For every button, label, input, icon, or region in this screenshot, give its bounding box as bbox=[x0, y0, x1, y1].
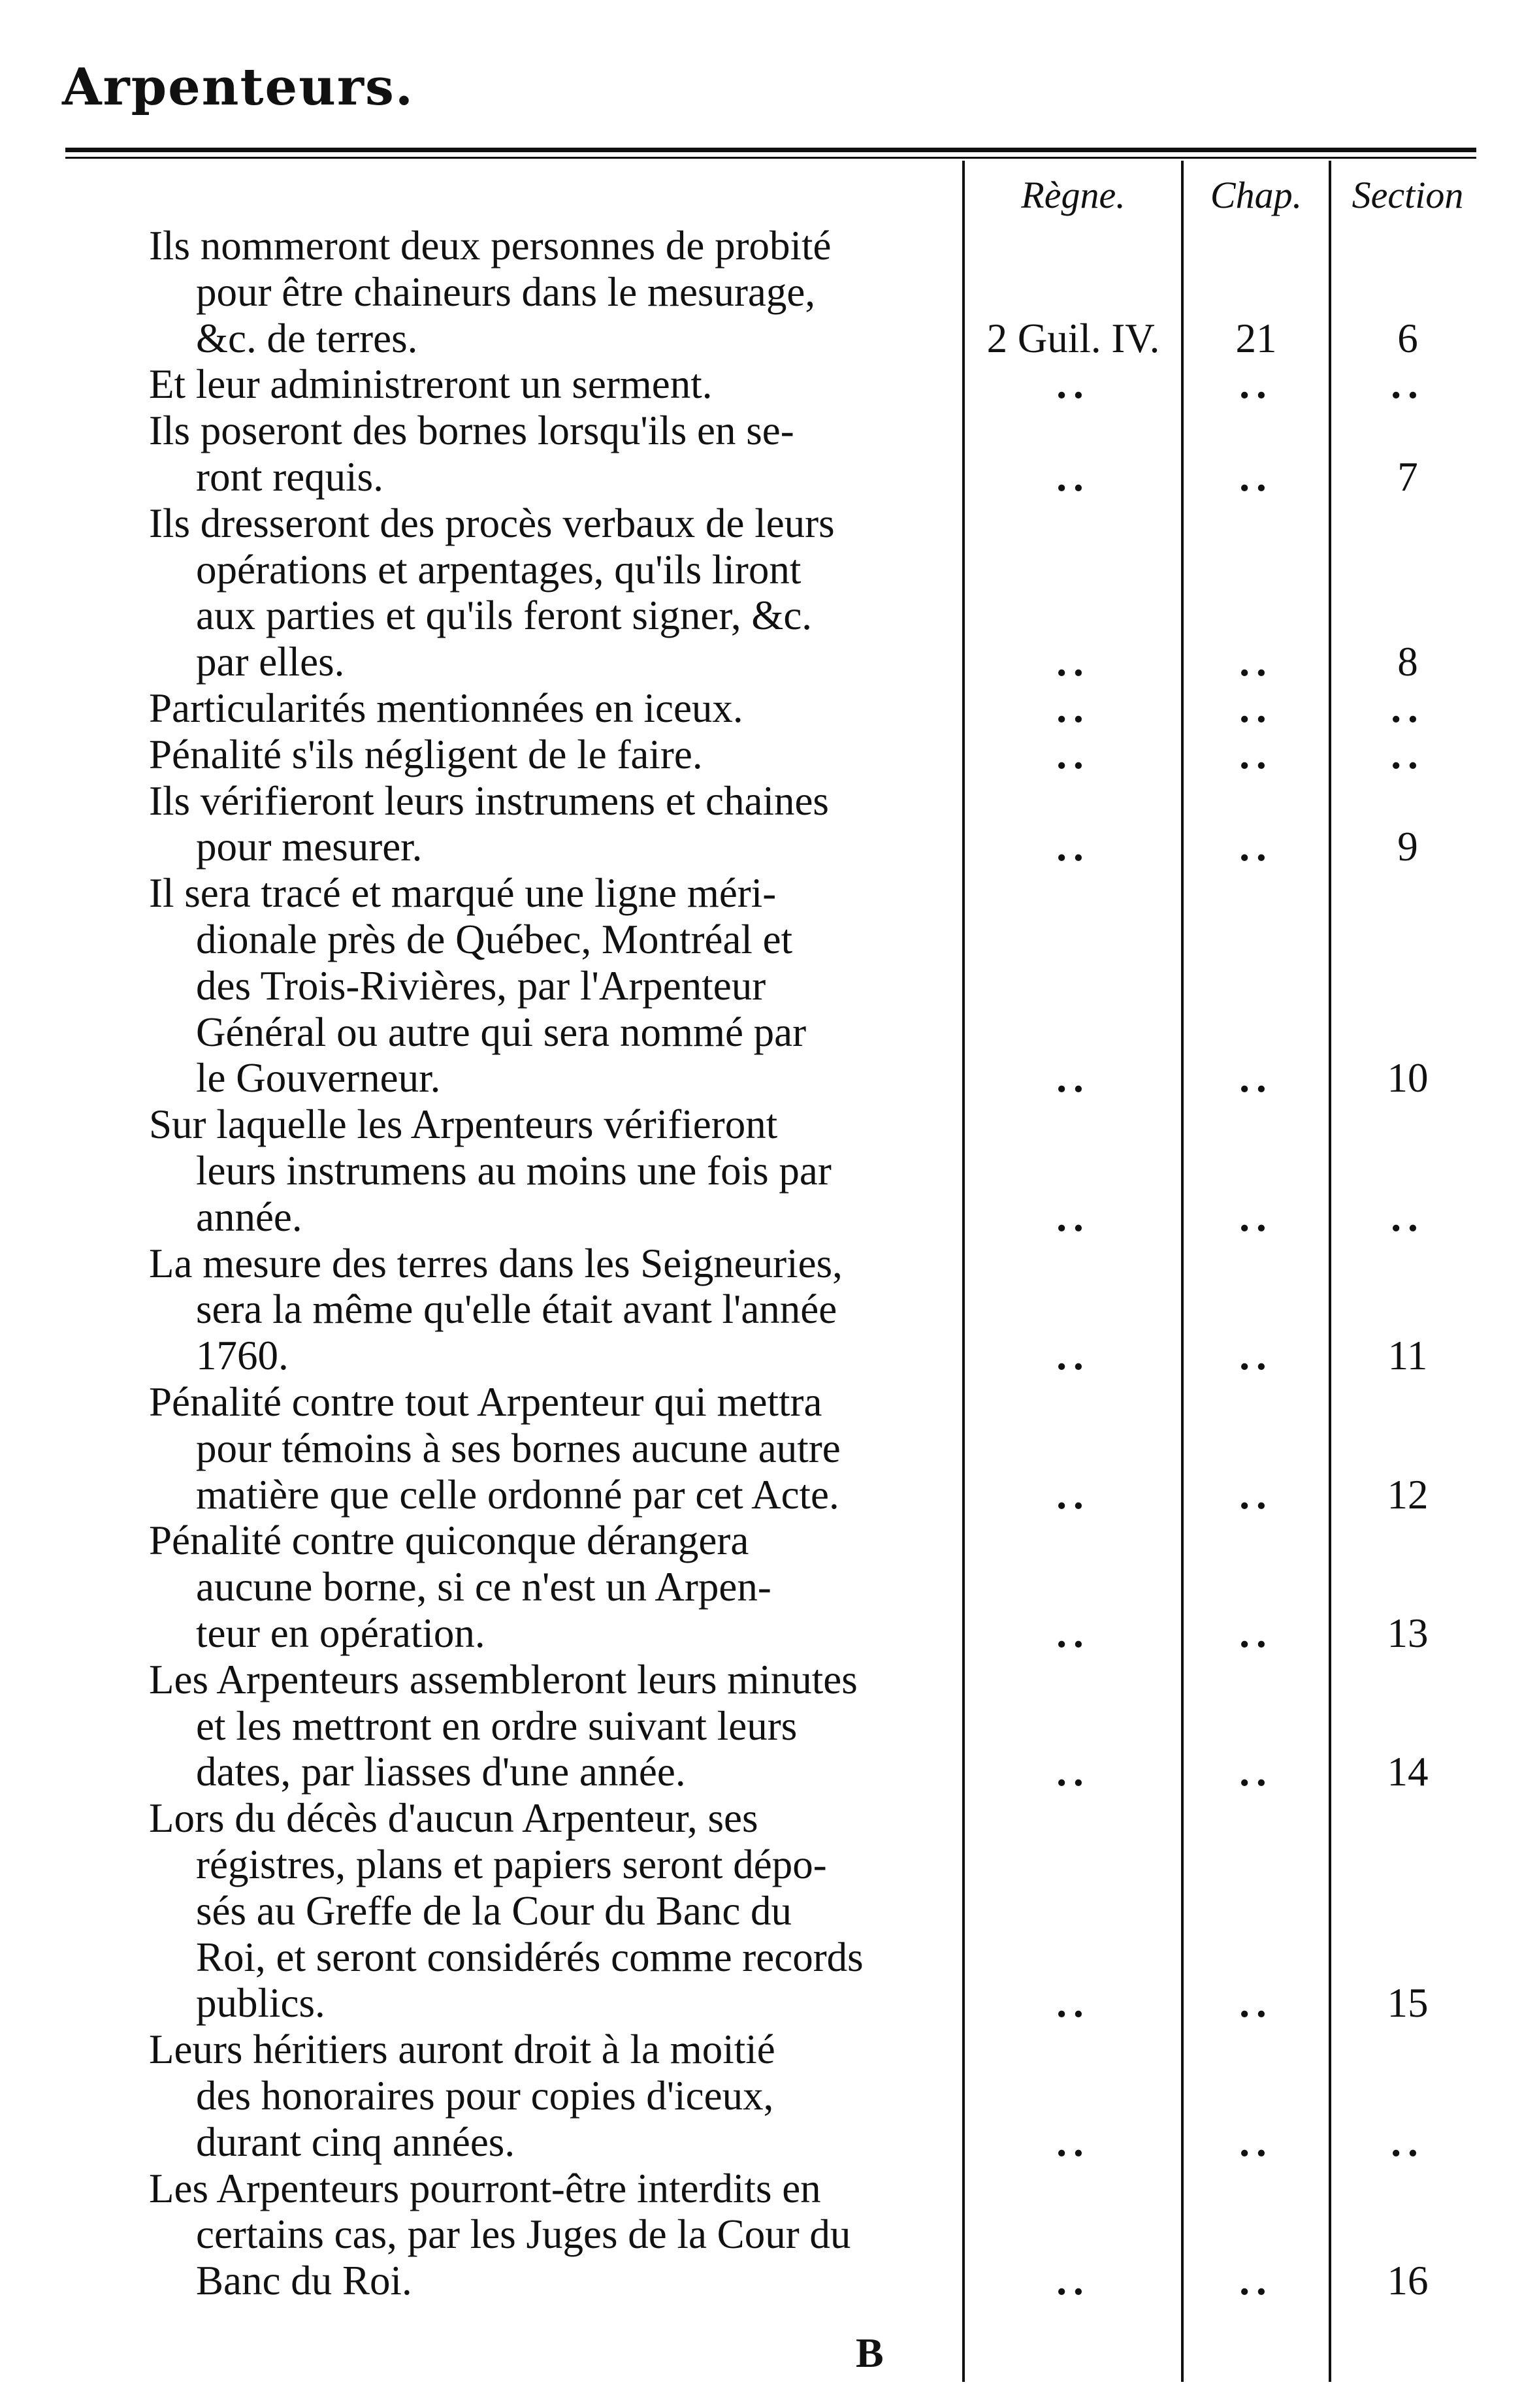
entry-text-line: des Trois-Rivières, par l'Arpenteur bbox=[196, 963, 766, 1009]
entry-text-first-line: Les Arpenteurs assembleront leurs minutes bbox=[149, 1657, 858, 1702]
entry-text-line: régistres, plans et papiers seront dépo- bbox=[196, 1842, 827, 1887]
column-divider-section bbox=[1329, 161, 1331, 2382]
entry-text-line: teur en opération. bbox=[196, 1610, 485, 1656]
entry-text-line: dionale près de Québec, Montréal et bbox=[196, 917, 793, 962]
chap-cell: .. bbox=[1239, 732, 1273, 777]
header-rule-thin bbox=[65, 157, 1476, 159]
section-cell: 16 bbox=[1387, 2258, 1429, 2303]
chap-cell: .. bbox=[1239, 454, 1273, 500]
entry-text-first-line: Pénalité contre quiconque dérangera bbox=[149, 1518, 749, 1563]
entry-text-first-line: Ils poseront des bornes lorsqu'ils en se- bbox=[149, 408, 794, 453]
chap-cell: .. bbox=[1239, 1194, 1273, 1240]
chap-cell: .. bbox=[1239, 1472, 1273, 1518]
regne-cell: .. bbox=[1056, 1472, 1090, 1518]
chap-cell: .. bbox=[1239, 685, 1273, 731]
section-cell: 9 bbox=[1397, 824, 1418, 870]
entry-text-first-line: Particularités mentionnées en iceux. bbox=[149, 685, 743, 731]
entry-text-first-line: Ils nommeront deux personnes de probité bbox=[149, 223, 832, 268]
section-cell: 6 bbox=[1397, 316, 1418, 361]
regne-cell: .. bbox=[1056, 361, 1090, 407]
entry-text-first-line: Pénalité s'ils négligent de le faire. bbox=[149, 732, 703, 777]
entry-text-line: par elles. bbox=[196, 639, 345, 685]
chap-cell: .. bbox=[1239, 1055, 1273, 1101]
section-cell: 12 bbox=[1387, 1472, 1429, 1518]
section-cell: 14 bbox=[1387, 1749, 1429, 1795]
entry-text-line: certains cas, par les Juges de la Cour du bbox=[196, 2211, 851, 2257]
entry-text-line: des honoraires pour copies d'iceux, bbox=[196, 2073, 774, 2119]
section-cell: .. bbox=[1391, 732, 1425, 777]
regne-cell: .. bbox=[1056, 1055, 1090, 1101]
entry-text-first-line: Ils dresseront des procès verbaux de leurs bbox=[149, 500, 835, 546]
regne-cell: .. bbox=[1056, 639, 1090, 685]
entry-text-line: dates, par liasses d'une année. bbox=[196, 1749, 686, 1795]
entry-text-line: 1760. bbox=[196, 1333, 289, 1378]
entry-text-first-line: Ils vérifieront leurs instrumens et chaines bbox=[149, 778, 829, 824]
regne-cell: .. bbox=[1056, 732, 1090, 777]
chap-cell: .. bbox=[1239, 1610, 1273, 1656]
column-header-chap: Chap. bbox=[1210, 174, 1303, 216]
column-divider-regne bbox=[962, 161, 965, 2382]
chap-cell: .. bbox=[1239, 1749, 1273, 1795]
entry-text-line: sera la même qu'elle était avant l'année bbox=[196, 1286, 837, 1332]
regne-cell: .. bbox=[1056, 1194, 1090, 1240]
entry-text-first-line: Sur laquelle les Arpenteurs vérifieront bbox=[149, 1101, 778, 1147]
chap-cell: .. bbox=[1239, 1333, 1273, 1378]
chap-cell: .. bbox=[1239, 2119, 1273, 2165]
entry-text-line: année. bbox=[196, 1194, 302, 1240]
header-rule-thick bbox=[65, 148, 1476, 152]
column-header-section: Section bbox=[1352, 174, 1464, 216]
entry-text-line: &c. de terres. bbox=[196, 316, 418, 361]
entry-text-line: matière que celle ordonné par cet Acte. bbox=[196, 1472, 839, 1518]
regne-cell: .. bbox=[1056, 1610, 1090, 1656]
section-cell: .. bbox=[1391, 685, 1425, 731]
entry-text-line: opérations et arpentages, qu'ils liront bbox=[196, 547, 802, 593]
regne-cell: .. bbox=[1056, 1749, 1090, 1795]
section-cell: 7 bbox=[1397, 454, 1418, 500]
entry-text-line: Roi, et seront considérés comme records bbox=[196, 1934, 864, 1980]
regne-cell: .. bbox=[1056, 2119, 1090, 2165]
signature-mark: B bbox=[856, 2330, 884, 2376]
page-title: Arpenteurs. bbox=[62, 57, 415, 117]
regne-cell: .. bbox=[1056, 824, 1090, 870]
regne-cell: .. bbox=[1056, 685, 1090, 731]
regne-cell: .. bbox=[1056, 1333, 1090, 1378]
entry-text-first-line: Il sera tracé et marqué une ligne méri- bbox=[149, 870, 777, 916]
section-cell: .. bbox=[1391, 1194, 1425, 1240]
entry-text-line: pour être chaineurs dans le mesurage, bbox=[196, 269, 816, 315]
section-cell: 8 bbox=[1397, 639, 1418, 685]
entry-text-first-line: Les Arpenteurs pourront-être interdits en bbox=[149, 2166, 821, 2211]
section-cell: .. bbox=[1391, 2119, 1425, 2165]
regne-cell: 2 Guil. IV. bbox=[986, 316, 1160, 361]
entry-text-line: pour mesurer. bbox=[196, 824, 423, 870]
entry-text-line: leurs instrumens au moins une fois par bbox=[196, 1148, 832, 1194]
entry-text-line: Général ou autre qui sera nommé par bbox=[196, 1009, 807, 1055]
chap-cell: .. bbox=[1239, 2258, 1273, 2303]
entry-text-line: ront requis. bbox=[196, 454, 383, 500]
chap-cell: .. bbox=[1239, 1980, 1273, 2026]
regne-cell: .. bbox=[1056, 454, 1090, 500]
chap-cell: .. bbox=[1239, 361, 1273, 407]
regne-cell: .. bbox=[1056, 2258, 1090, 2303]
entry-text-line: sés au Greffe de la Cour du Banc du bbox=[196, 1888, 792, 1934]
column-header-regne: Règne. bbox=[1021, 174, 1126, 216]
section-cell: 13 bbox=[1387, 1610, 1429, 1656]
section-cell: 15 bbox=[1387, 1980, 1429, 2026]
entry-text-line: durant cinq années. bbox=[196, 2119, 515, 2165]
section-cell: 10 bbox=[1387, 1055, 1429, 1101]
entry-text-line: Banc du Roi. bbox=[196, 2258, 412, 2303]
entry-text-first-line: Lors du décès d'aucun Arpenteur, ses bbox=[149, 1795, 758, 1841]
entry-text-line: publics. bbox=[196, 1980, 325, 2026]
entry-text-line: et les mettront en ordre suivant leurs bbox=[196, 1703, 798, 1749]
entry-text-first-line: Pénalité contre tout Arpenteur qui mettra bbox=[149, 1379, 822, 1425]
entry-text-first-line: Et leur administreront un serment. bbox=[149, 361, 713, 407]
regne-cell: .. bbox=[1056, 1980, 1090, 2026]
entry-text-line: le Gouverneur. bbox=[196, 1055, 441, 1101]
entry-text-line: aucune borne, si ce n'est un Arpen- bbox=[196, 1564, 771, 1610]
chap-cell: 21 bbox=[1235, 316, 1277, 361]
section-cell: 11 bbox=[1387, 1333, 1428, 1378]
entry-text-first-line: Leurs héritiers auront droit à la moitié bbox=[149, 2026, 775, 2072]
entry-text-line: pour témoins à ses bornes aucune autre bbox=[196, 1425, 841, 1471]
entry-text-line: aux parties et qu'ils feront signer, &c. bbox=[196, 593, 813, 638]
section-cell: .. bbox=[1391, 361, 1425, 407]
chap-cell: .. bbox=[1239, 824, 1273, 870]
entry-text-first-line: La mesure des terres dans les Seigneuries, bbox=[149, 1241, 843, 1286]
chap-cell: .. bbox=[1239, 639, 1273, 685]
